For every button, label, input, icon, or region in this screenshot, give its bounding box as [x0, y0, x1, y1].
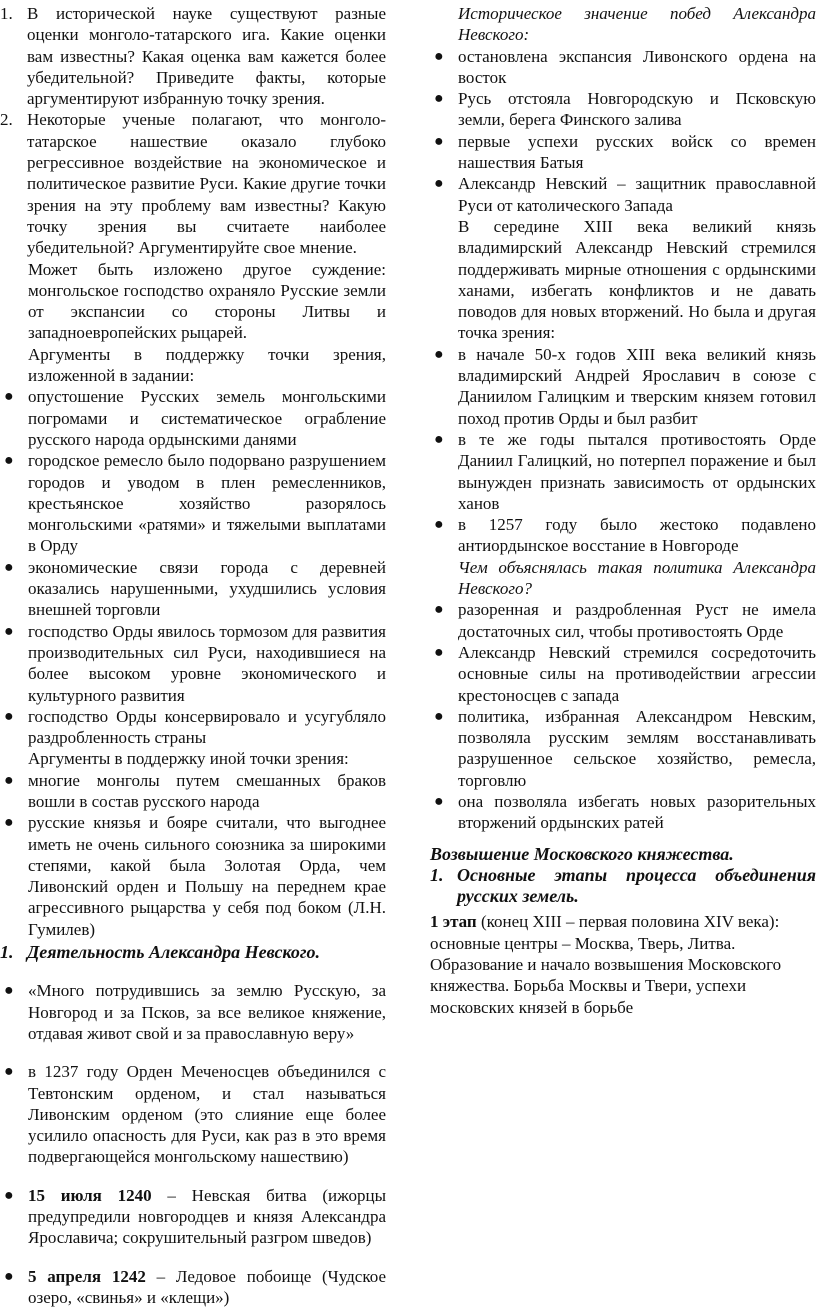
- bullet-icon: ●: [4, 1063, 14, 1081]
- list-item: ● она позволяла избегать новых разорительных вторжений ордынских ратей: [434, 791, 816, 833]
- bullet-icon: ●: [434, 601, 444, 619]
- bullet-icon: ●: [434, 90, 444, 108]
- list-item: ● господство Орды консервировало и усугубляло раздробленность страны: [4, 706, 386, 748]
- bullet-icon: ●: [4, 1186, 14, 1204]
- bullet-icon: ●: [434, 345, 444, 363]
- right-column: [430, 3, 816, 1018]
- bullet-icon: ●: [434, 430, 444, 448]
- bullet-icon: ●: [434, 516, 444, 534]
- bullet-icon: ●: [4, 388, 14, 406]
- heading-unification-stages: 1. Основные этапы процесса объединения русских земель.: [430, 864, 816, 907]
- bullet-icon: ●: [434, 132, 444, 150]
- bullet-list-significance: [430, 46, 816, 216]
- bullet-icon: ●: [434, 792, 444, 810]
- list-item: ● Александр Невский – защитник православной Руси от католического Запада: [434, 174, 816, 215]
- bullet-icon: ●: [4, 814, 14, 832]
- bullet-icon: ●: [434, 175, 444, 193]
- list-item: ● опустошение Русских земель монгольскими погромами и систематическое ограбление русского народа ордынскими данями: [4, 387, 386, 449]
- bullet-list-arguments-other: [0, 770, 386, 940]
- ice-battle-item: ● 5 апреля 1242 – Ледовое побоище (Чудское озеро, «свинья» и «клещи»): [4, 1266, 387, 1307]
- bullet-icon: ●: [434, 707, 444, 725]
- bullet-icon: ●: [4, 558, 14, 576]
- list-item: ● Русь отстояла Новгородскую и Псковскую земли, берега Финского залива: [434, 89, 816, 130]
- bullet-icon: ●: [4, 1267, 14, 1285]
- list-item: ● первые успехи русских войск со времен нашествия Батыя: [434, 131, 816, 173]
- policy-question: Чем объяснялась такая политика Александра Невского?: [458, 557, 816, 599]
- list-item: ● в 1257 году было жестоко подавлено антиордынское восстание в Новгороде: [434, 515, 816, 556]
- heading-nevsky-activity: 1. Деятельность Александра Невского.: [0, 942, 321, 963]
- list-item: ● господство Орды явилось тормозом для развития производительных сил Руси, находившиеся на более высоком уровне экономического и культурного развития: [4, 621, 386, 705]
- bullet-icon: ●: [4, 982, 14, 1000]
- list-item: ● русские князья и бояре считали, что выгоднее иметь не очень сильного союзника за широкими степями, какой была Золотая Орда, чем Ливонский орден и Польшу на переднем крае агрессивного рыцарства у себя под боком (Л.Н. Гумилев): [4, 813, 386, 939]
- list-item: ● городское ремесло было подорвано разрушением городов и уводом в плен ремесленников, крестьянское хозяйство разорялось монгольскими «ратями» и тяжелыми выплатами в Орду: [4, 451, 386, 556]
- list-item: ● политика, избранная Александром Невским, позволяла русским землям восстанавливать разрушенное сельское хозяйство, ремесла, торговлю: [434, 706, 816, 790]
- bullet-list-arguments-task: [0, 386, 386, 748]
- bullet-icon: ●: [434, 643, 444, 661]
- list-item: ● в те же годы пытался противостоять Орде Даниил Галицкий, но потерпел поражение и был вынужден признать зависимость от ордынских ханов: [434, 429, 816, 513]
- list-item: ● разоренная и раздробленная Руст не имела достаточных сил, чтобы противостоять Орде: [434, 600, 816, 641]
- neva-battle-item: ● 15 июля 1240 – Невская битва (ижорцы предупредили новгородцев и князя Александра Ярославича; сокрушительный разгром шведов): [4, 1185, 386, 1248]
- bullet-icon: ●: [4, 707, 14, 725]
- order-item: ● в 1237 году Орден Меченосцев объединился с Тевтонским орденом, и стал называться Ливонским орденом (это слияние еще более усилило опасность для Руси, как раз в это время подвергающейся монгольскому нашествию): [4, 1062, 386, 1167]
- bullet-list-policy-reasons: [430, 599, 816, 833]
- list-item: ● Александр Невский стремился сосредоточить основные силы на противодействии агрессии крестоносцев с запада: [434, 642, 816, 705]
- question-1: 1. В исторической науке существуют разные оценки монголо-татарского ига. Какие оценки вам известны? Какая оценка вам кажется более убедительной? Приведите факты, которые аргументируют избранную точку зрения.: [0, 4, 386, 109]
- bullet-list-other-view: [430, 344, 816, 557]
- other-view-paragraph: Может быть изложено другое суждение: монгольское господство охраняло Русские земли от экспансии со стороны Литвы и западноевропейских рыцарей.: [28, 259, 386, 343]
- left-column: [0, 3, 386, 1308]
- bullet-icon: ●: [4, 452, 14, 470]
- bullet-icon: ●: [4, 771, 14, 789]
- list-item: ● многие монголы путем смешанных браков вошли в состав русского народа: [4, 770, 386, 811]
- quote-item: ● «Много потрудившись за землю Русскую, за Новгород и за Псков, за все великое княжение, отдавая живот свой и за православную веру»: [4, 981, 386, 1043]
- arguments-task-paragraph: Аргументы в поддержку точки зрения, изложенной в задании:: [28, 344, 386, 386]
- list-item: ● остановлена экспансия Ливонского ордена на восток: [434, 46, 816, 87]
- bullet-icon: ●: [434, 47, 444, 65]
- list-item: ● экономические связи города с деревней оказались нарушенными, ухудшились условия внешней торговли: [4, 557, 386, 620]
- significance-title: Историческое значение побед Александра Невского:: [458, 4, 816, 45]
- mid-13-century-paragraph: В середине XIII века великий князь владимирский Александр Невский стремился поддерживать мирные отношения с ордынскими ханами, избегать конфликтов и не давать поводов для новых вторжений. Но была и другая точка зрения:: [458, 216, 816, 343]
- list-item: ● в начале 50-х годов XIII века великий князь владимирский Андрей Ярославич в союзе с Даниилом Галицким и тверским князем готовил поход против Орды и был разбит: [434, 344, 816, 428]
- bullet-icon: ●: [4, 622, 14, 640]
- arguments-other-paragraph: Аргументы в поддержку иной точки зрения:: [28, 749, 349, 769]
- question-2: 2. Некоторые ученые полагают, что монголо-татарское нашествие оказало глубоко регрессивное воздействие на экономическое и политическое развитие Руси. Какие другие точки зрения на эту проблему вам известны? Какую точку зрения вы считаете наиболее убедительной? Аргументируйте свое мнение.: [0, 110, 386, 258]
- stage-1-paragraph: 1 этап (конец XIII – первая половина XIV века): основные центры – Москва, Тверь, Литва. Образование и начало возвышения Московского княжества. Борьба Москвы и Твери, успехи московских князей в борьбе: [430, 912, 782, 1017]
- section-title-moscow-rise: Возвышение Московского княжества.: [430, 843, 734, 864]
